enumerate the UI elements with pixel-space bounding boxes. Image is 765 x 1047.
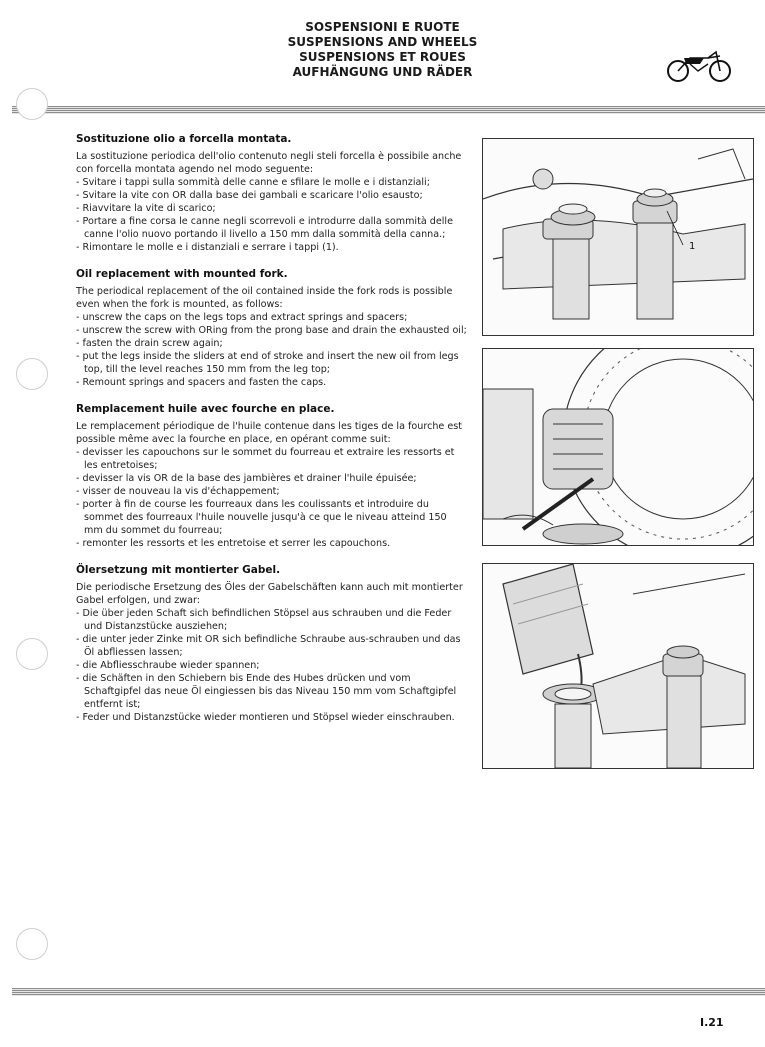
steps-list [76,446,468,550]
section-german [76,563,468,724]
step-item: - die unter jeder Zinke mit OR sich befindliche Schraube aus-schrauben und das Öl abfliessen lassen; [76,633,468,659]
binder-hole [16,638,48,670]
footer-rule [12,988,765,996]
step-item: - devisser les capouchons sur le sommet du fourreau et extraire les ressorts et les entretoises; [76,446,468,472]
step-item: - Rimontare le molle e i distanziali e serrare i tappi (1). [76,241,468,254]
step-item: - fasten the drain screw again; [76,337,468,350]
section-intro: Le remplacement périodique de l'huile contenue dans les tiges de la fourche est possible même avec la fourche en place, en opérant comme suit: [76,421,463,445]
step-item: - Remount springs and spacers and fasten the caps. [76,376,468,389]
steps-list [76,607,468,724]
section-intro: La sostituzione periodica dell'olio contenuto negli steli forcella è possibile anche con forcella montata agendo nel modo seguente: [76,151,462,175]
section-intro: The periodical replacement of the oil contained inside the fork rods is possible even when the fork is mounted, as follows: [76,286,453,310]
step-item: - Riavvitare la vite di scarico; [76,202,468,215]
binder-hole [16,88,48,120]
header-rule [12,106,765,114]
step-item: - unscrew the caps on the legs tops and extract springs and spacers; [76,311,468,324]
section-french [76,402,468,550]
step-item: - put the legs inside the sliders at end of stroke and insert the new oil from legs top, till the level reaches 150 mm from the leg top; [76,350,468,376]
instructions-column [76,132,468,737]
step-item: - Svitare i tappi sulla sommità delle canne e sfilare le molle e i distanziali; [76,176,468,189]
steps-list [76,311,468,389]
figure-callout-label: 1 [689,241,696,252]
section-italian [76,132,468,254]
section-heading: Remplacement huile avec fourche en place. [76,403,335,415]
figure-drain-screw [482,348,754,546]
title-english: SUSPENSIONS AND WHEELS [287,35,478,49]
step-item: - die Schäften in den Schiebern bis Ende des Hubes drücken und vom Schaftgipfel das neue Öl eingiessen bis das Niveau 150 mm vom Schaftgipfel entfernt ist; [76,672,468,711]
binder-hole [16,358,48,390]
step-item: - porter à fin de course les fourreaux dans les coulissants et introduire du sommet des fourreaux l'huile nouvelle jusqu'à ce que le niveau atteind 150 mm du sommet du fourreau; [76,498,468,537]
section-english [76,267,468,389]
step-item: - Feder und Distanzstücke wieder montieren und Stöpsel wieder einschrauben. [76,711,468,724]
step-item: - devisser la vis OR de la base des jambières et drainer l'huile épuisée; [76,472,468,485]
title-italian: SOSPENSIONI E RUOTE [305,20,460,34]
step-item: - Die über jeden Schaft sich befindlichen Stöpsel aus schrauben und die Feder und Distanzstücke ausziehen; [76,607,468,633]
section-heading: Ölersetzung mit montierter Gabel. [76,564,281,576]
section-heading: Sostituzione olio a forcella montata. [76,133,292,145]
page-header-titles [200,20,565,80]
section-heading: Oil replacement with mounted fork. [76,268,288,280]
step-item: - Portare a fine corsa le canne negli scorrevoli e introdurre dalla sommità delle canne l'olio nuovo portando il livello a 150 mm dalla sommità della canna.; [76,215,468,241]
step-item: - die Abfliesschraube wieder spannen; [76,659,468,672]
step-item: - unscrew the screw with ORing from the prong base and drain the exhausted oil; [76,324,468,337]
step-item: - remonter les ressorts et les entretoise et serrer les capouchons. [76,537,468,550]
motorcycle-wheels-icon [664,46,734,84]
step-item: - Svitare la vite con OR dalla base dei gambali e scaricare l'olio esausto; [76,189,468,202]
title-french: SUSPENSIONS ET ROUES [299,50,466,64]
figure-fork-caps [482,138,754,336]
figure-oil-filling [482,563,754,769]
page-number: I.21 [700,1016,724,1029]
binder-hole [16,928,48,960]
section-intro: Die periodische Ersetzung des Öles der Gabelschäften kann auch mit montierter Gabel erfolgen, und zwar: [76,582,463,606]
step-item: - visser de nouveau la vis d'échappement; [76,485,468,498]
steps-list [76,176,468,254]
title-german: AUFHÄNGUNG UND RÄDER [292,65,473,79]
